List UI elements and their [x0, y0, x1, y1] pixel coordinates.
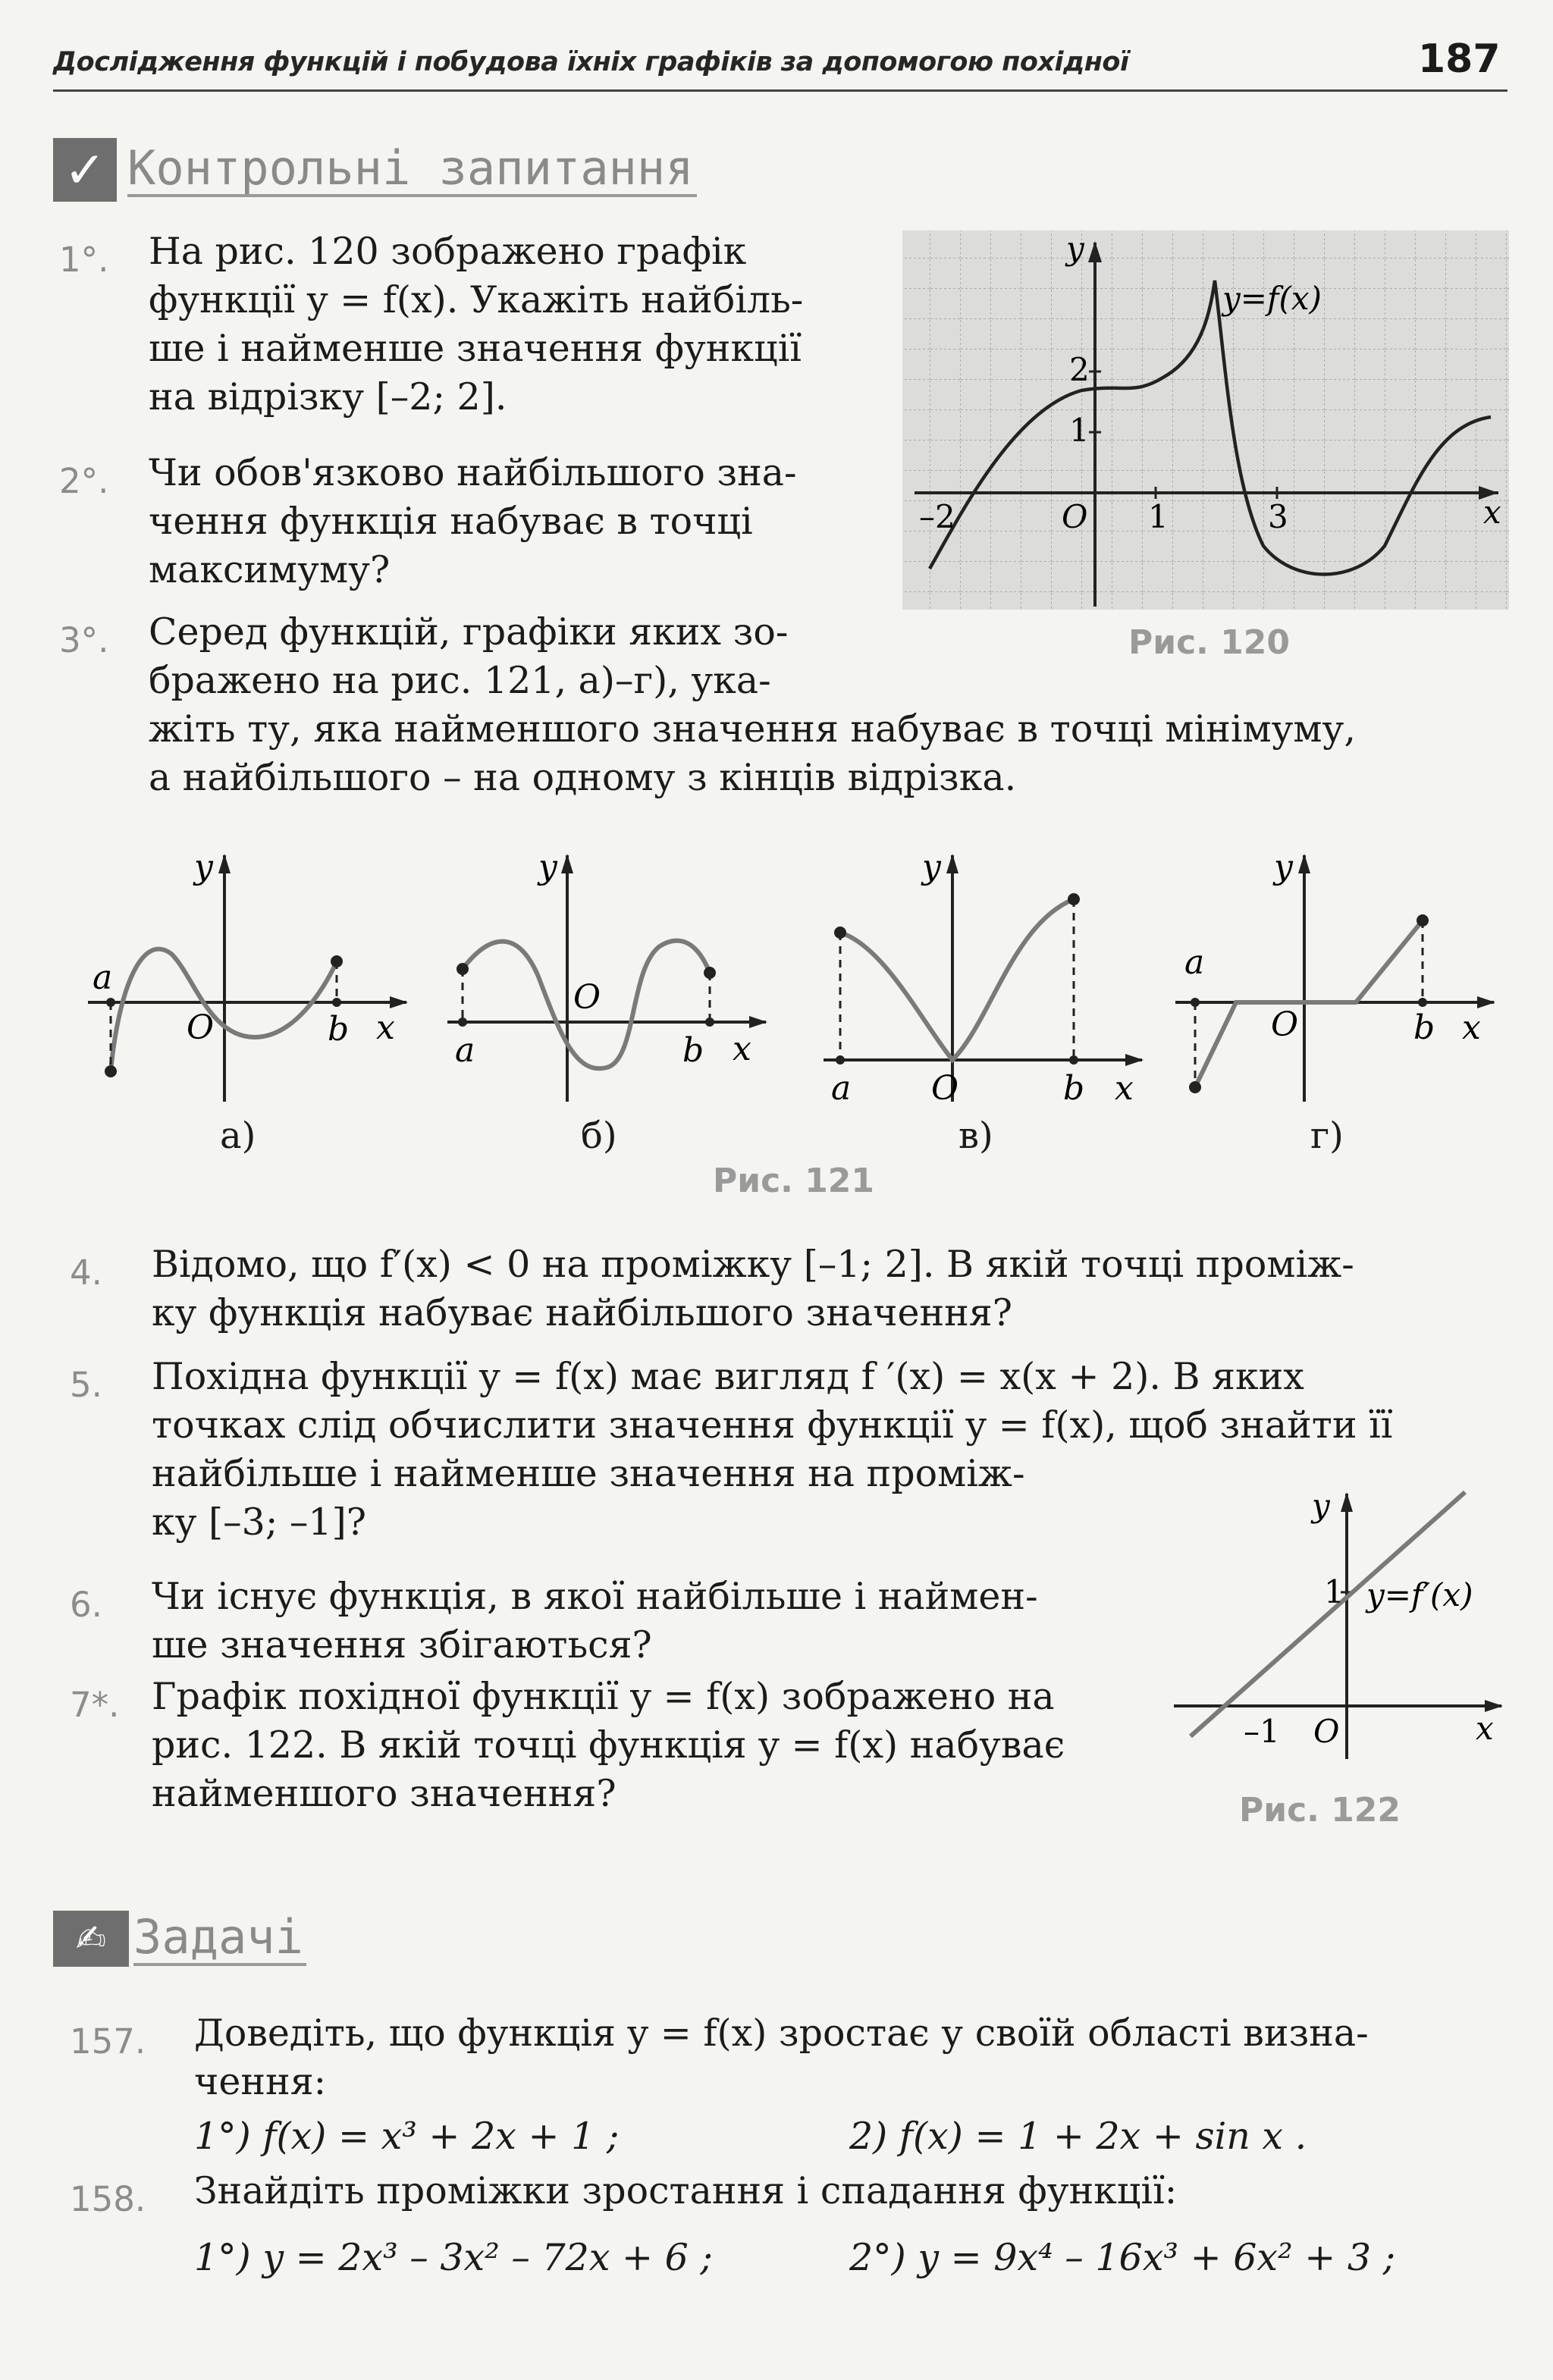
point-b-axis	[1069, 1055, 1078, 1065]
figure-120-caption: Рис. 120	[1128, 623, 1291, 662]
label-x: x	[376, 1008, 395, 1047]
origin-label: O	[1062, 498, 1088, 535]
endpoint-b	[704, 967, 716, 979]
question-4-number: 4.	[70, 1253, 102, 1293]
endpoint-b	[1068, 893, 1080, 905]
tick-label-y1: 1	[1324, 1573, 1344, 1610]
point-b-axis	[1418, 998, 1427, 1007]
endpoint-b	[331, 955, 343, 967]
label-a: a	[93, 958, 113, 997]
question-3-line: Серед функцій, графіки яких зо-	[149, 610, 789, 654]
endpoint-b	[1417, 914, 1429, 927]
figure-121a-label: а)	[220, 1115, 256, 1157]
pencil-hand-icon: ✍	[53, 1911, 129, 1967]
task-158-text: Знайдіть проміжки зростання і спадання функції:	[194, 2169, 1178, 2212]
tick-label-neg2: –2	[919, 498, 955, 535]
x-axis-arrow	[1477, 996, 1495, 1008]
question-2-line: чення функція набуває в точці	[149, 500, 753, 543]
figure-121b-label: б)	[581, 1115, 617, 1157]
page-number: 187	[1418, 36, 1501, 82]
figure-121g-label: г)	[1310, 1115, 1344, 1157]
label-y: y	[922, 848, 941, 886]
question-2-number: 2°.	[59, 461, 109, 501]
question-5-line: Похідна функції y = f(x) має вигляд f ′(x) = x(x + 2). В яких	[152, 1355, 1304, 1398]
label-x: x	[1462, 1008, 1481, 1047]
endpoint-a	[105, 1065, 117, 1077]
curve-label: y=f(x)	[1222, 280, 1322, 317]
point-a-axis	[1191, 998, 1200, 1007]
figure-120-graph	[899, 227, 1515, 614]
task-157-text-cont: чення:	[194, 2060, 327, 2103]
y-axis-arrow	[946, 854, 958, 873]
point-a-axis	[458, 1018, 467, 1027]
x-axis-arrow	[390, 996, 408, 1008]
section-questions-title: Контрольні запитання	[127, 143, 697, 197]
figure-121a-graph	[73, 840, 422, 1121]
check-icon: ✓	[53, 138, 117, 202]
question-3-line: жіть ту, яка найменшого значення набуває в точці мінімуму,	[149, 707, 1356, 751]
question-5-line: ку [–3; –1]?	[152, 1500, 366, 1544]
figure-121g-graph	[1160, 840, 1509, 1121]
label-x: x	[1115, 1069, 1134, 1108]
label-y: y	[194, 848, 213, 886]
question-2	[149, 449, 884, 594]
question-4	[152, 1240, 1509, 1337]
question-1-number: 1°.	[59, 240, 109, 280]
question-3-line: а найбільшого – на одному з кінців відрізка.	[149, 756, 1017, 799]
question-7-line: рис. 122. В якій точці функція y = f(x) набуває	[152, 1723, 1065, 1767]
question-7-number: 7*.	[70, 1685, 120, 1725]
figure-121v-graph	[808, 840, 1157, 1121]
axis-y-label: y	[1312, 1487, 1330, 1524]
axis-x-label: x	[1476, 1710, 1494, 1747]
section-tasks-title: Задачі	[133, 1911, 306, 1966]
label-origin: O	[1271, 1005, 1299, 1044]
y-axis-arrow	[561, 854, 573, 873]
question-4-line: ку функція набуває найбільшого значення?	[152, 1291, 1012, 1334]
label-y: y	[538, 848, 557, 886]
line-label: y=f′(x)	[1366, 1576, 1473, 1613]
question-4-line: Відомо, що f′(x) < 0 на проміжку [–1; 2]. В якій точці проміж-	[152, 1243, 1354, 1286]
endpoint-a	[456, 963, 469, 975]
question-1-line: ше і найменше значення функції	[149, 327, 802, 370]
y-axis-arrow	[218, 854, 231, 873]
running-title: Дослідження функцій і побудова їхніх графіків за допомогою похідної	[53, 47, 1129, 77]
tick-label-x1: 1	[1148, 498, 1169, 535]
question-5-line: точках слід обчислити значення функції y = f(x), щоб знайти її	[152, 1403, 1393, 1447]
task-157-item-1: 1°) f(x) = x³ + 2x + 1 ;	[194, 2115, 620, 2158]
task-157-text: Доведіть, що функція y = f(x) зростає у своїй області визна-	[194, 2012, 1369, 2055]
x-axis-arrow	[749, 1016, 767, 1028]
header-rule	[53, 89, 1508, 92]
figure-120-grid	[902, 230, 1509, 610]
question-3	[149, 608, 1506, 802]
y-axis-arrow	[1298, 854, 1310, 873]
point-a-axis	[106, 998, 115, 1007]
label-a: a	[1184, 943, 1205, 982]
axis-x-label: x	[1483, 494, 1501, 531]
question-6	[152, 1573, 1145, 1670]
figure-121-caption: Рис. 121	[713, 1162, 875, 1200]
label-b: b	[682, 1031, 704, 1070]
x-axis-arrow	[1125, 1054, 1144, 1066]
question-2-line: Чи обов'язково найбільшого зна-	[149, 451, 797, 494]
task-158-number: 158.	[70, 2179, 146, 2219]
label-y: y	[1274, 848, 1293, 886]
figure-122-caption: Рис. 122	[1239, 1791, 1401, 1830]
task-157-number: 157.	[70, 2021, 146, 2062]
question-6-line: ше значення збігаються?	[152, 1623, 652, 1667]
label-a: a	[455, 1031, 475, 1070]
question-5-line: найбільше і найменше значення на проміж-	[152, 1452, 1025, 1495]
task-158-item-2: 2°) y = 9x⁴ – 16x³ + 6x² + 3 ;	[849, 2236, 1396, 2279]
question-6-line: Чи існує функція, в якої найбільше і наймен-	[152, 1575, 1038, 1618]
question-1-line: На рис. 120 зображено графік	[149, 230, 747, 273]
origin-label: O	[1313, 1713, 1340, 1750]
question-7	[152, 1673, 1145, 1818]
endpoint-a	[834, 927, 846, 939]
label-b: b	[1413, 1008, 1435, 1047]
question-2-line: максимуму?	[149, 548, 391, 591]
question-1	[149, 227, 884, 422]
figure-122-graph	[1168, 1478, 1509, 1774]
label-x: x	[733, 1030, 751, 1068]
label-origin: O	[187, 1008, 215, 1047]
point-a-axis	[836, 1055, 845, 1065]
question-5-number: 5.	[70, 1365, 102, 1405]
point-b-axis	[705, 1018, 714, 1027]
figure-121v-label: в)	[958, 1115, 993, 1157]
point-b-axis	[332, 998, 341, 1007]
label-b: b	[1063, 1069, 1085, 1108]
tick-label-y1: 1	[1069, 412, 1090, 449]
question-6-number: 6.	[70, 1585, 102, 1625]
y-axis-arrow	[1341, 1492, 1353, 1512]
question-1-line: функції y = f(x). Укажіть найбіль-	[149, 278, 804, 321]
curve-v	[840, 899, 1074, 1060]
question-3-line: бражено на рис. 121, а)–г), ука-	[149, 659, 771, 702]
tick-label-y2: 2	[1069, 351, 1090, 388]
question-7-line: Графік похідної функції y = f(x) зображено на	[152, 1675, 1055, 1718]
task-158-item-1: 1°) y = 2x³ – 3x² – 72x + 6 ;	[194, 2236, 713, 2279]
question-1-line: на відрізку [–2; 2].	[149, 375, 507, 419]
tick-label-x3: 3	[1268, 498, 1288, 535]
label-origin: O	[573, 978, 601, 1017]
label-a: a	[831, 1069, 852, 1108]
line-derivative	[1191, 1492, 1465, 1736]
question-3-number: 3°.	[59, 620, 109, 660]
figure-121b-graph	[432, 840, 781, 1121]
tick-label-neg1: –1	[1244, 1713, 1280, 1750]
section-questions-heading	[53, 138, 697, 202]
axis-y-label: y	[1066, 230, 1084, 267]
label-origin: O	[931, 1069, 959, 1108]
endpoint-a	[1189, 1081, 1201, 1093]
task-157-item-2: 2) f(x) = 1 + 2x + sin x .	[849, 2115, 1307, 2158]
question-7-line: найменшого значення?	[152, 1772, 616, 1815]
label-b: b	[328, 1010, 350, 1049]
section-tasks-heading	[53, 1908, 306, 1967]
